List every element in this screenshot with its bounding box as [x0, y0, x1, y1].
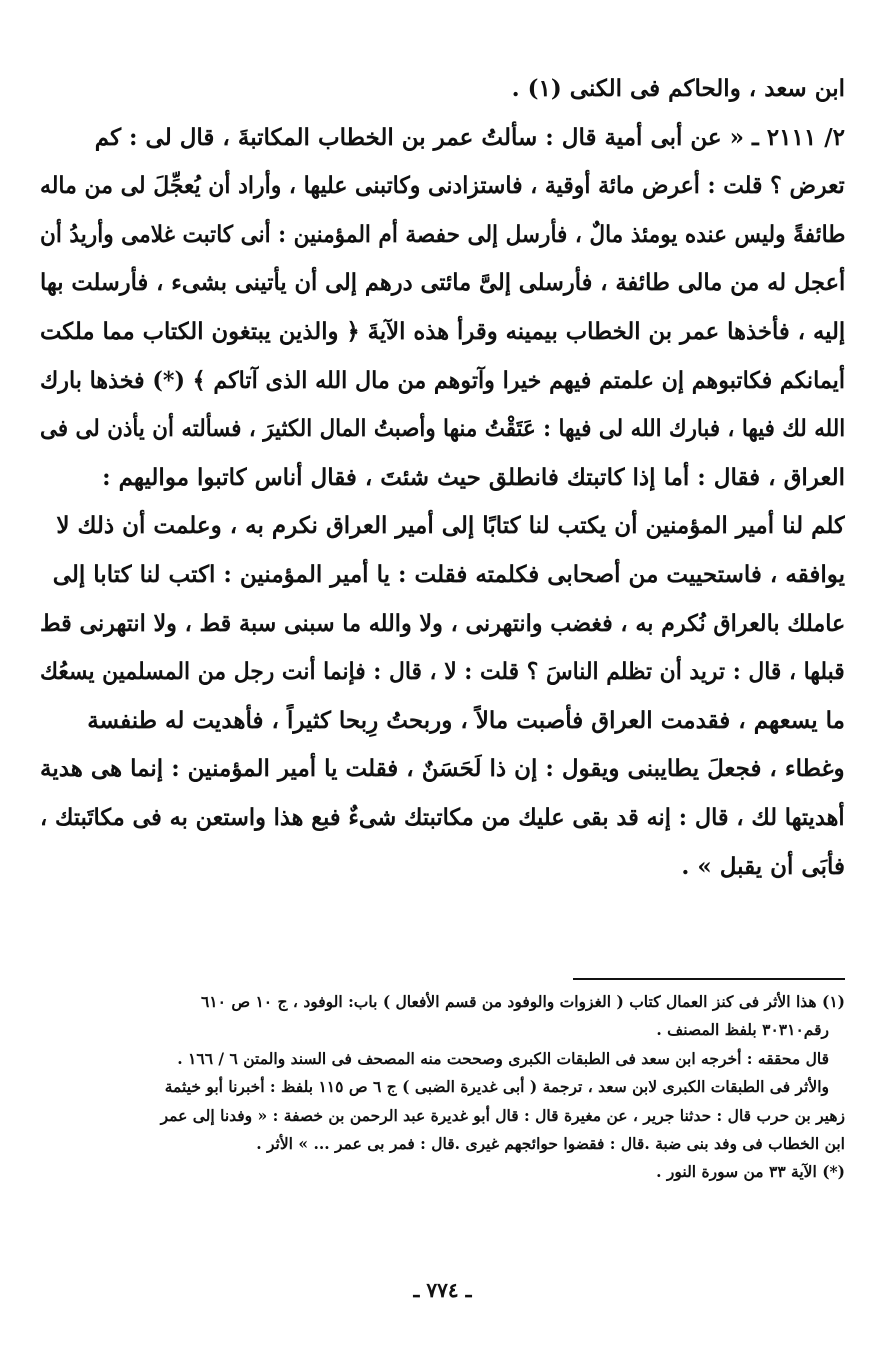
page-number: ـ ٧٧٤ ـ	[413, 1278, 472, 1302]
main-line-11: يوافقه ، فاستحييت من أصحابى فكلمته فقلت : يا أمير المؤمنين : اكتب لنا كتابا إلى	[52, 560, 845, 588]
main-line-13: قبلها ، قال : تريد أن تظلم الناسَ ؟ قلت : لا ، قال : فإنما أنت رجل من المسلمين يسعُك	[40, 658, 845, 686]
footnote-line-2: رقم٣٠٣١٠ بلفظ المصنف .	[656, 1020, 829, 1040]
main-text	[40, 72, 845, 898]
main-line-3: تعرض ؟ قلت : أعرض مائة أوقية ، فاستزادنى وكاتبنى عليها ، وأراد أن يُعجِّلَ لى من ماله	[40, 172, 845, 200]
main-line-16: أهديتها لك ، قال : إنه قد بقى عليك من مكاتبتك شىءٌ فبع هذا واستعن به فى مكاتَبتك ،	[40, 803, 845, 831]
main-line-9: العراق ، فقال : أما إذا كاتبتك فانطلق حيث شئتَ ، فقال أناس كاتبوا مواليهم :	[102, 463, 845, 491]
main-line-10: كلم لنا أمير المؤمنين أن يكتب لنا كتابًا إلى أمير العراق نكرم به ، وعلمت أن ذلك لا	[56, 512, 845, 540]
main-line-1: ابن سعد ، والحاكم فى الكنى (١) .	[511, 75, 845, 102]
main-line-15: وغطاء ، فجعلَ يطايبنى ويقول : إن ذا لَحَسَنٌ ، فقلت يا أمير المؤمنين : إنما هى هدية	[40, 755, 845, 783]
footnote-line-3: قال محققه : أخرجه ابن سعد فى الطبقات الكبرى وصححت منه المصحف فى السند والمتن ٦ / ١٦٦ .	[177, 1048, 829, 1068]
main-line-14: ما يسعهم ، فقدمت العراق فأصبت مالاً ، وربحتُ رِبحا كثيراً ، فأهديت له طنفسة	[87, 706, 845, 734]
footnote-line-7: (*) الآية ٣٣ من سورة النور .	[656, 1162, 845, 1182]
main-line-8: الله لك فيها ، فبارك الله لى فيها : عَتَقْتُ منها وأصبتُ المال الكثيرَ ، فسألته أن يأذن لى فى	[40, 415, 845, 443]
main-line-6: إليه ، فأخذها عمر بن الخطاب بيمينه وقرأ هذه الآيةَ ﴿ والذين يبتغون الكتاب مما ملكت	[40, 317, 845, 345]
main-line-17: فأَبَى أن يقبل » .	[681, 852, 845, 880]
footnote-line-1: (١) هذا الأثر فى كنز العمال كتاب ( الغزوات والوفود من قسم الأفعال ) باب: الوفود ، ج ١٠ ص ٦١٠	[200, 992, 845, 1011]
main-line-7: أيمانكم فكاتبوهم إن علمتم فيهم خيرا وآتوهم من مال الله الذى آتاكم ﴾ (*) فخذها بارك	[40, 366, 845, 394]
footnote-line-5: زهير بن حرب قال : حدثنا جرير ، عن مغيرة قال : قال أبو غديرة عبد الرحمن بن خصفة : « وفدنا إلى عمر	[160, 1105, 845, 1125]
main-line-12: عاملك بالعراق نُكرم به ، فغضب وانتهرنى ، ولا والله ما سبنى سبة قط ، ولا انتهرنى قط	[40, 609, 845, 637]
footnote-line-4: والأثر فى الطبقات الكبرى لابن سعد ، ترجمة ( أبى غديرة الضبى ) ج ٦ ص ١١٥ بلفظ : أخبرنا أبو خيثمة	[164, 1077, 829, 1097]
footnotes	[40, 990, 845, 1189]
main-line-2: ٢/ ٢١١١ ـ « عن أبى أمية قال : سألتُ عمر بن الخطاب المكاتبةَ ، قال لى : كم	[94, 123, 845, 151]
main-line-4: طائفةً وليس عنده يومئذ مالٌ ، فأرسل إلى حفصة أم المؤمنين : أنى كاتبت غلامى وأريدُ أن	[40, 220, 845, 248]
main-line-5: أعجل له من مالى طائفة ، فأرسلى إلىَّ مائتى درهم إلى أن يأتينى بشىء ، فأرسلت بها	[40, 269, 845, 297]
footnote-divider	[573, 978, 845, 980]
footnote-line-6: ابن الخطاب فى وفد بنى ضبة .قال : فقضوا حوائجهم غيرى .قال : فمر بى عمر ... » الأثر .	[256, 1133, 845, 1153]
